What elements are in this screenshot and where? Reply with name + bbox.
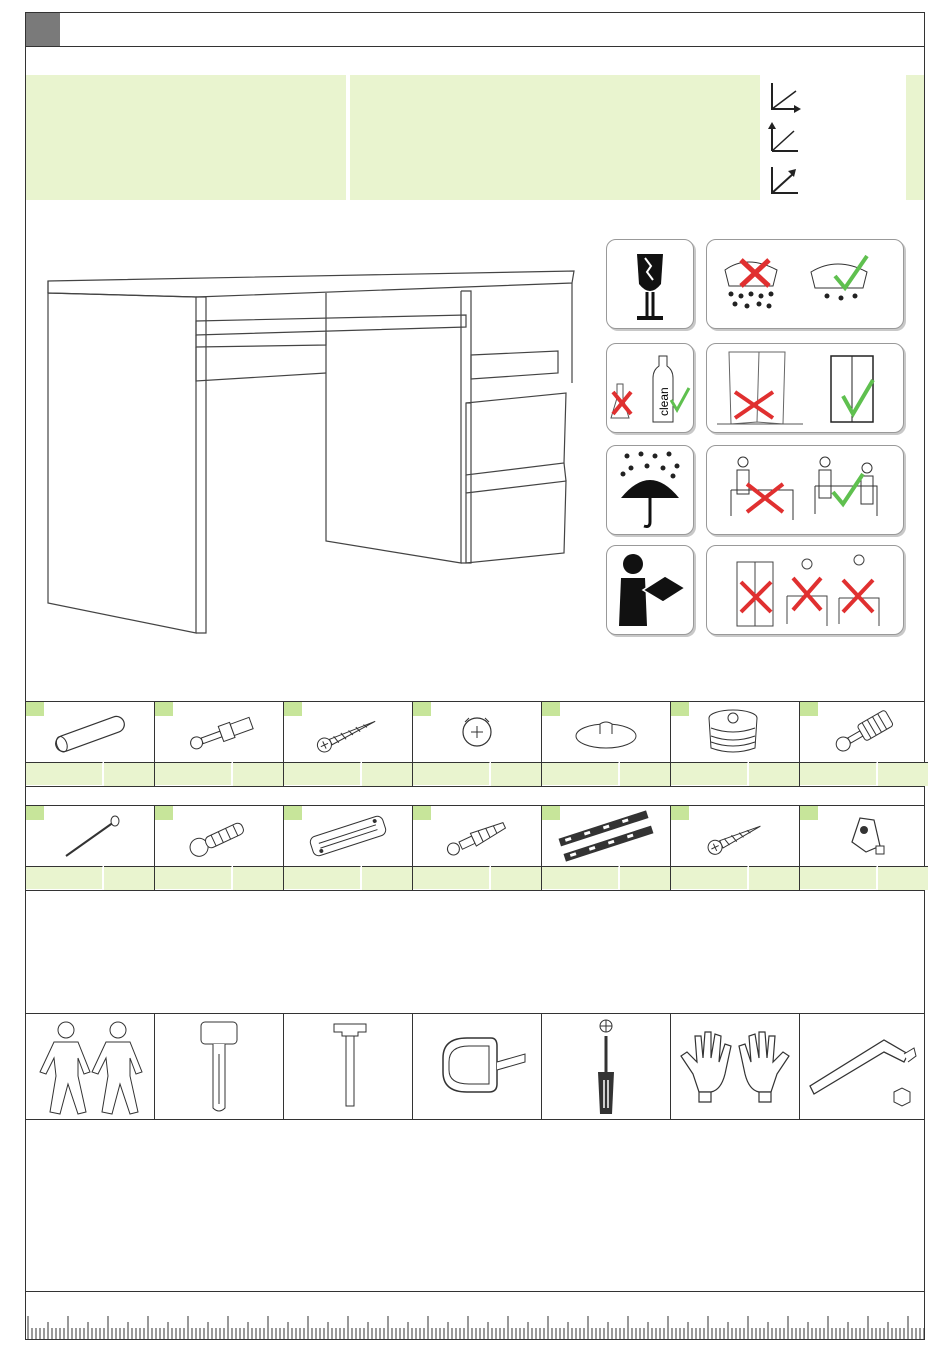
fitting-code <box>542 762 619 785</box>
tape-measure-icon <box>413 1014 541 1118</box>
instruction-page <box>25 12 925 1340</box>
warning-chemicals <box>606 343 694 433</box>
screw-dowel-icon <box>155 806 283 866</box>
dimension-strip <box>906 75 924 200</box>
fitting-qty <box>362 866 412 890</box>
height-arrow-icon <box>766 121 806 155</box>
nail-icon <box>26 806 154 866</box>
depth-dimension <box>764 161 907 198</box>
no-climbing-icon <box>707 546 903 634</box>
hex-key-icon <box>800 1014 928 1118</box>
fitting-cam-housing <box>671 702 800 786</box>
fitting-drawer-runners <box>542 806 671 890</box>
fitting-qty <box>233 866 283 890</box>
clean-label: clean <box>657 387 671 416</box>
tool-screwdriver <box>542 1014 671 1119</box>
connector-bolt-icon <box>800 702 928 762</box>
cam-housing-icon <box>671 702 799 762</box>
fittings-row-2 <box>26 805 924 891</box>
warning-doors <box>706 343 904 433</box>
warning-cleaning <box>706 239 904 329</box>
tool-gloves <box>671 1014 800 1119</box>
measurement-ruler <box>26 1291 924 1340</box>
fitting-nail <box>26 806 155 890</box>
warning-read-instructions <box>606 545 694 635</box>
fitting-code <box>671 762 748 785</box>
desk-illustration <box>46 263 576 643</box>
wood-screw-icon <box>284 702 412 762</box>
fitting-wall-plug <box>413 806 542 890</box>
tool-hammer <box>284 1014 413 1119</box>
short-screw-icon <box>671 806 799 866</box>
fitting-qty <box>620 866 670 890</box>
page-header <box>26 13 924 47</box>
fittings-row-1 <box>26 701 924 787</box>
fitting-code <box>413 762 490 785</box>
handle-icon <box>284 806 412 866</box>
hammer-icon <box>284 1014 412 1118</box>
fitting-code <box>155 762 232 785</box>
wall-plug-screw-icon <box>413 806 541 866</box>
umbrella-icon <box>607 446 693 534</box>
fitting-code <box>284 866 361 889</box>
tools-row <box>26 1013 924 1120</box>
fitting-dowel <box>26 702 155 786</box>
wooden-dowel-icon <box>26 702 154 762</box>
fitting-code <box>155 866 232 889</box>
fitting-code <box>413 866 490 889</box>
fitting-qty <box>104 866 154 890</box>
tool-tape-measure <box>413 1014 542 1119</box>
width-dimension <box>764 77 907 114</box>
height-dimension <box>764 119 907 156</box>
fitting-cam-bolt <box>155 702 284 786</box>
drawer-runner-icon <box>542 806 670 866</box>
screwdriver-icon <box>542 1014 670 1118</box>
fitting-wood-screw <box>284 702 413 786</box>
fitting-qty <box>233 762 283 786</box>
fitting-code <box>671 866 748 889</box>
depth-arrow-icon <box>766 163 806 197</box>
rubber-mallet-icon <box>155 1014 283 1118</box>
two-person-assembly-icon <box>707 446 903 534</box>
two-persons-icon <box>26 1014 154 1118</box>
warning-no-standing <box>706 545 904 635</box>
fitting-qty <box>749 866 799 890</box>
fitting-short-screw <box>671 806 800 890</box>
tool-rubber-mallet <box>155 1014 284 1119</box>
fitting-connector-bolt <box>800 702 929 786</box>
product-name-panel <box>26 75 346 200</box>
width-arrow-icon <box>766 79 806 113</box>
tool-hex-key <box>800 1014 929 1119</box>
fitting-qty <box>491 866 541 890</box>
fitting-code <box>284 762 361 785</box>
shelf-support-icon <box>800 806 928 866</box>
fitting-felt-pad <box>542 702 671 786</box>
fitting-code <box>26 762 103 785</box>
wet-cleaning-icon <box>707 240 903 328</box>
cam-bolt-icon <box>155 702 283 762</box>
warning-keep-dry <box>606 445 694 535</box>
header-marker <box>26 13 60 46</box>
warning-fragile <box>606 239 694 329</box>
tool-two-persons <box>26 1014 155 1119</box>
fitting-code <box>800 762 877 785</box>
fitting-qty <box>749 762 799 786</box>
fitting-shelf-support <box>800 806 929 890</box>
felt-pad-icon <box>542 702 670 762</box>
fitting-cam-lock <box>413 702 542 786</box>
fitting-qty <box>104 762 154 786</box>
warning-two-persons <box>706 445 904 535</box>
reading-person-icon <box>607 546 693 634</box>
fitting-code <box>800 866 877 889</box>
fitting-qty <box>620 762 670 786</box>
fitting-qty <box>878 762 928 786</box>
fitting-screw-dowel <box>155 806 284 890</box>
gloves-icon <box>671 1014 799 1118</box>
chemicals-icon <box>607 344 693 432</box>
fitting-code <box>542 866 619 889</box>
fitting-qty <box>878 866 928 890</box>
fitting-qty <box>362 762 412 786</box>
fitting-handle <box>284 806 413 890</box>
fitting-code <box>26 866 103 889</box>
fitting-qty <box>491 762 541 786</box>
door-alignment-icon <box>707 344 903 432</box>
wine-glass-icon <box>607 240 693 328</box>
cam-lock-icon <box>413 702 541 762</box>
product-code-panel <box>350 75 760 200</box>
